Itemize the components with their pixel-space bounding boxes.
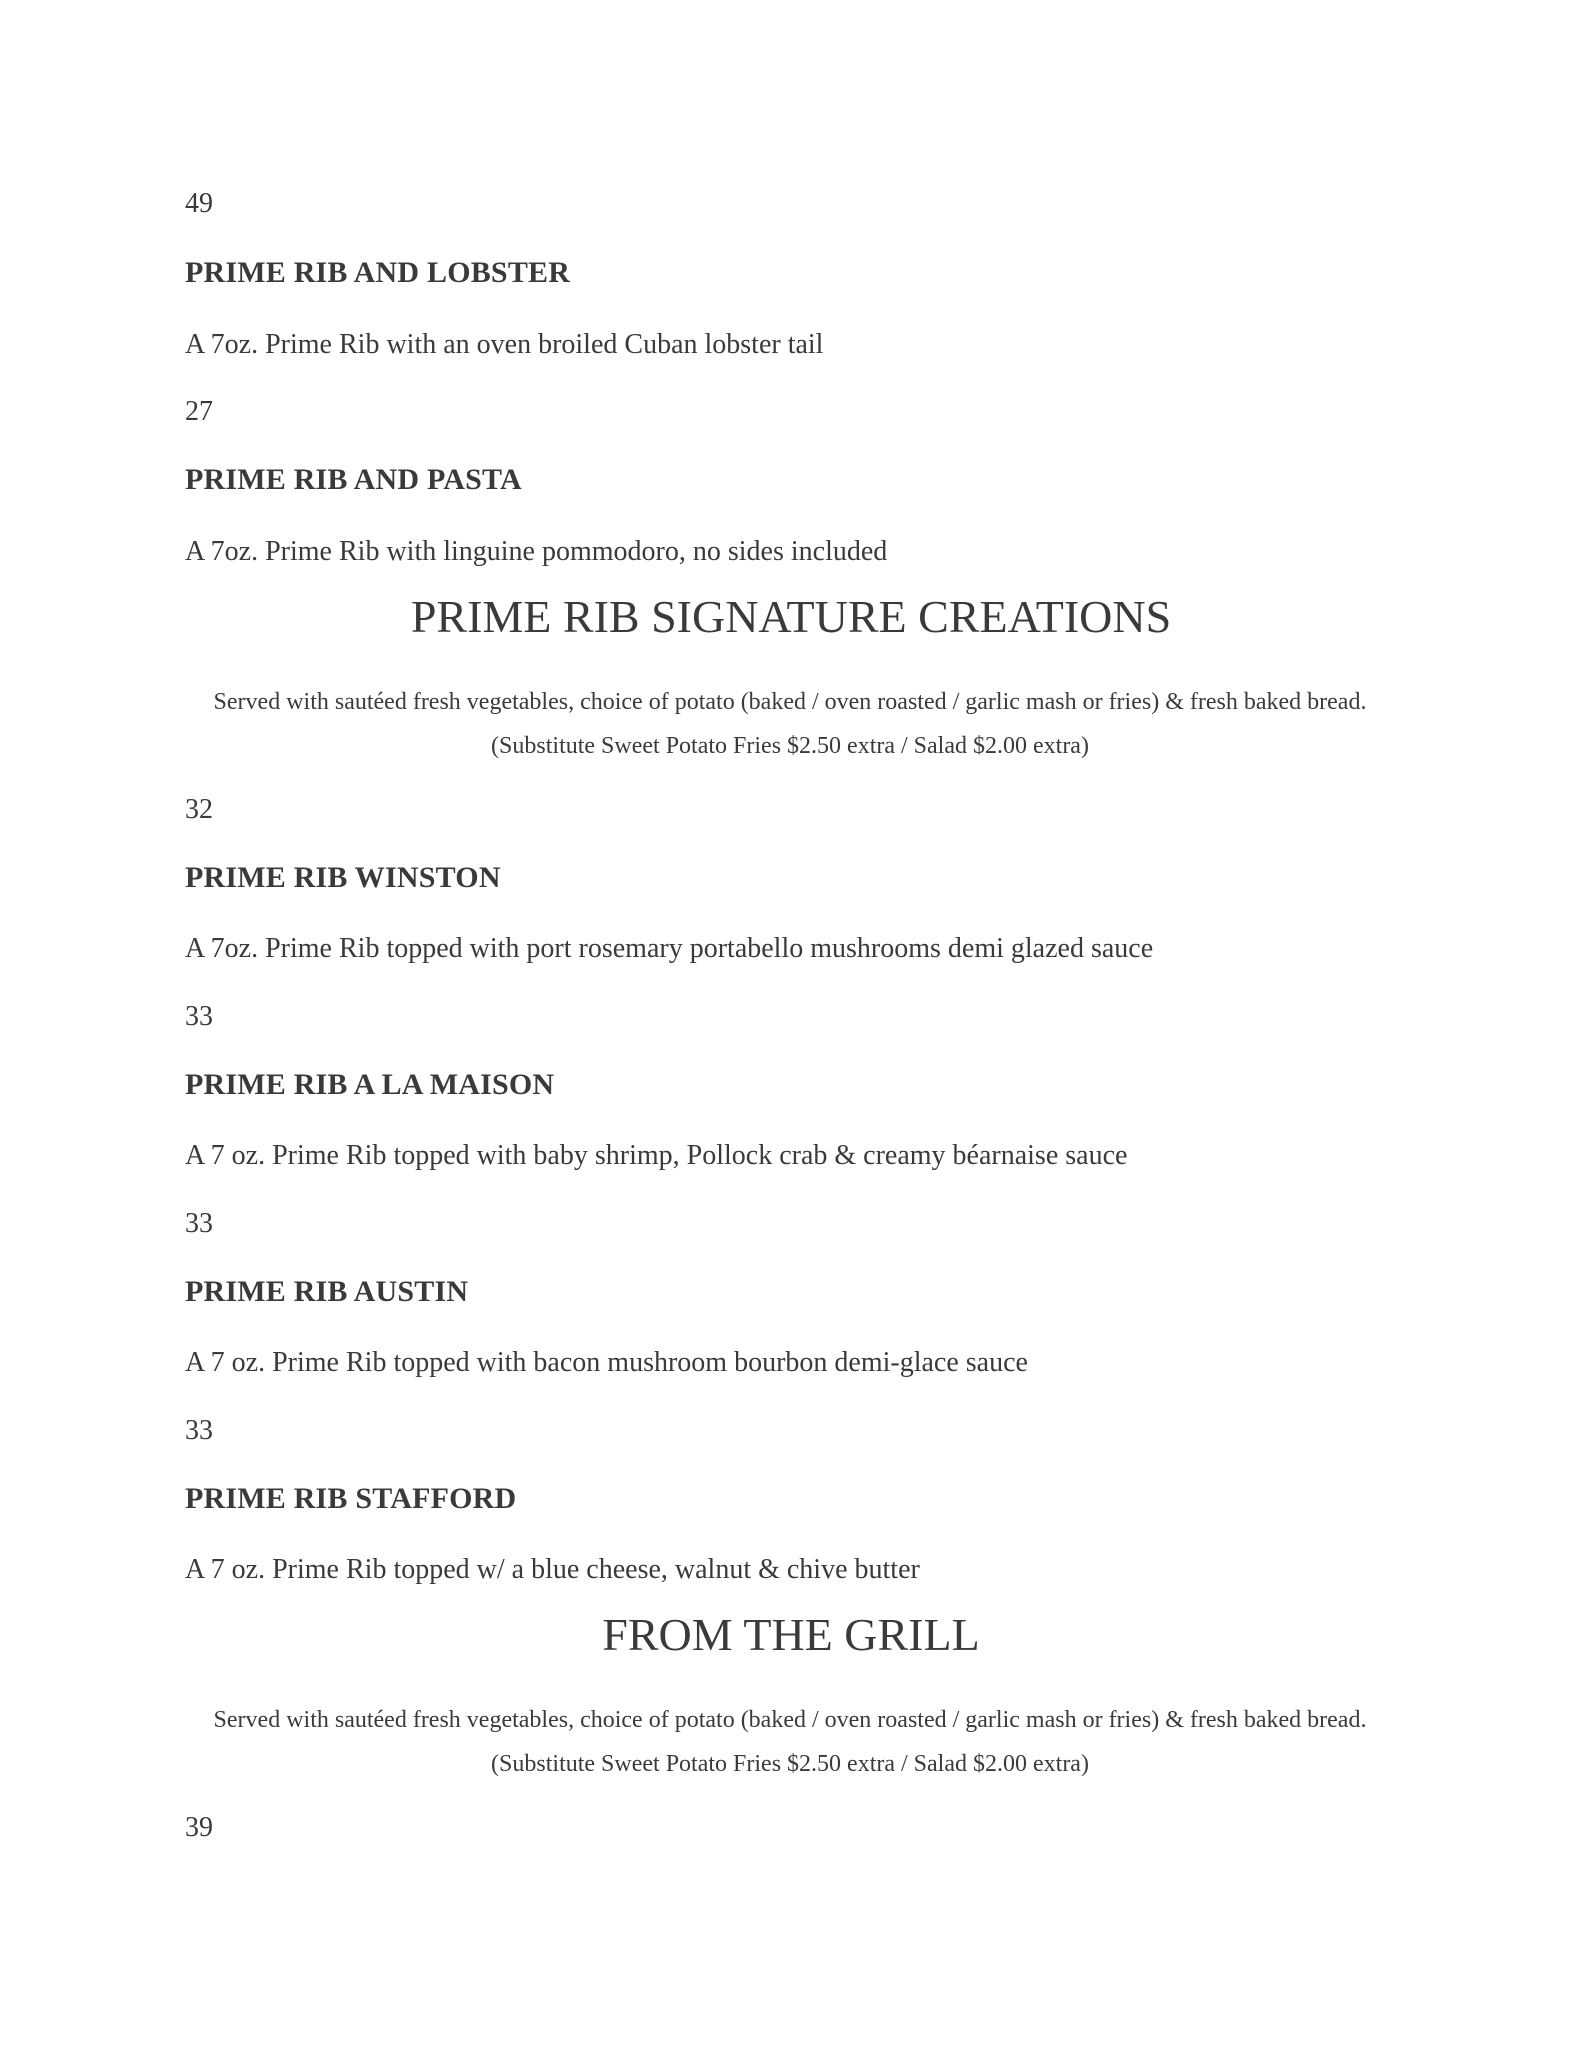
menu-item-title: PRIME RIB AUSTIN — [185, 1275, 469, 1308]
section-note-grill: Served with sautéed fresh vegetables, choice of potato (baked / oven roasted / garlic mash or fries) & fresh baked bread. (Substitute Sweet Potato Fries $2.50 extra / Salad $2.00 extra) — [213, 1707, 1367, 1777]
menu-item-title: PRIME RIB A LA MAISON — [185, 1068, 555, 1101]
menu-item-price: 49 — [185, 188, 213, 219]
section-note-signature: Served with sautéed fresh vegetables, choice of potato (baked / oven roasted / garlic mash or fries) & fresh baked bread. (Substitute Sweet Potato Fries $2.50 extra / Salad $2.00 extra) — [213, 689, 1367, 759]
menu-item-price: 32 — [185, 794, 213, 825]
menu-item-title: PRIME RIB AND PASTA — [185, 463, 522, 496]
menu-item-description: A 7 oz. Prime Rib topped w/ a blue cheese, walnut & chive butter — [185, 1554, 920, 1585]
menu-item-price: 27 — [185, 396, 213, 427]
menu-item-description: A 7oz. Prime Rib with linguine pommodoro, no sides included — [185, 536, 888, 567]
section-heading-grill: FROM THE GRILL — [602, 1609, 980, 1660]
menu-item-title: PRIME RIB STAFFORD — [185, 1482, 517, 1515]
menu-item-title: PRIME RIB AND LOBSTER — [185, 256, 571, 289]
menu-item-description: A 7 oz. Prime Rib topped with bacon mushroom bourbon demi-glace sauce — [185, 1347, 1028, 1378]
menu-item-description: A 7 oz. Prime Rib topped with baby shrimp, Pollock crab & creamy béarnaise sauce — [185, 1140, 1128, 1171]
menu-item-price: 33 — [185, 1001, 213, 1032]
menu-item-price: 33 — [185, 1415, 213, 1446]
section-heading-signature: PRIME RIB SIGNATURE CREATIONS — [410, 591, 1172, 642]
menu-item-description: A 7oz. Prime Rib with an oven broiled Cuban lobster tail — [185, 329, 824, 360]
menu-item-price: 39 — [185, 1812, 213, 1843]
menu-item-title: PRIME RIB WINSTON — [185, 861, 501, 894]
menu-item-price: 33 — [185, 1208, 213, 1239]
menu-item-description: A 7oz. Prime Rib topped with port rosemary portabello mushrooms demi glazed sauce — [185, 933, 1154, 964]
